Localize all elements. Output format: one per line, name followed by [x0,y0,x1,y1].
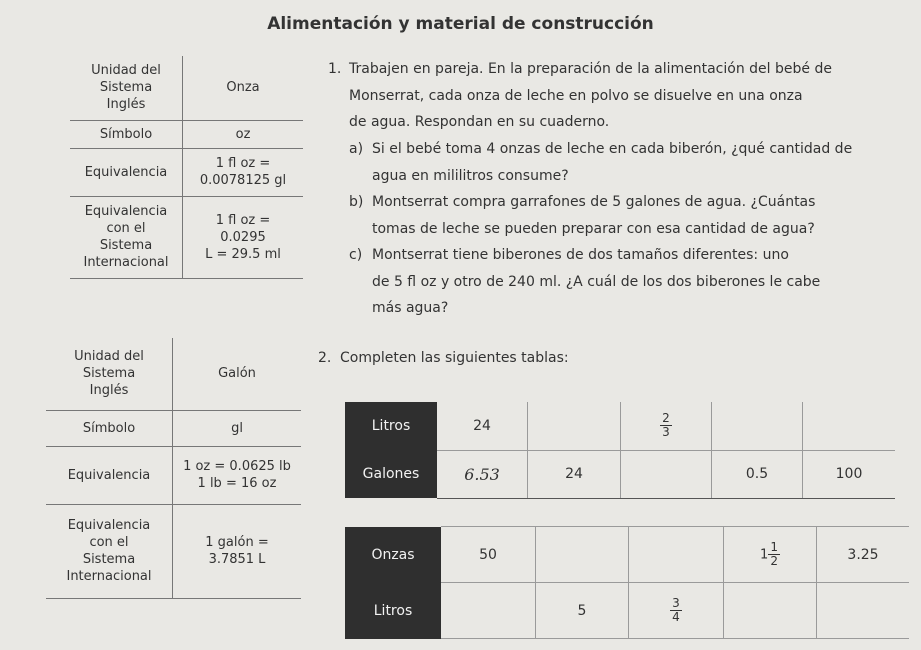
page-title: Alimentación y material de construcción [267,14,654,34]
si-equivalence-label: Equivalencia con el Sistema Internacional [70,196,183,278]
table-cell: 24 [528,450,621,498]
question-1a-label: a) [349,141,364,157]
question-1c-text: Montserrat tiene biberones de dos tamaños diferentes: uno de 5 fl oz y otro de 240 ml. ¿A cuál de los dos biberones le cabe más agua? [372,247,821,316]
litros-header: Litros [345,402,437,450]
table-cell: 100 [803,450,896,498]
equivalence-value: 1 fl oz = 0.0078125 gl [183,148,304,196]
equivalence-value: 1 oz = 0.0625 lb 1 lb = 16 oz [173,446,302,504]
table-cell: 1 $\frac{1}{2}$ [724,527,817,583]
unit-header-cell: Unidad del Sistema Inglés [46,338,173,410]
symbol-label: Símbolo [46,410,173,446]
symbol-value: oz [183,120,304,148]
onza-header-cell: Onza [183,56,304,120]
question-2-number: 2. [318,350,332,366]
symbol-label: Símbolo [70,120,183,148]
si-equivalence-value: 1 galón = 3.7851 L [173,504,302,598]
question-1b-label: b) [349,194,364,210]
si-equivalence-label: Equivalencia con el Sistema Internacional [46,504,173,598]
unit-header-cell: Unidad del Sistema Inglés [70,56,183,120]
table-cell: 5 [536,583,629,639]
question-1b-text: Montserrat compra garrafones de 5 galones de agua. ¿Cuántas tomas de leche se pueden preparar con esa cantidad de agua? [372,194,816,237]
onzas-header: Onzas [345,527,441,583]
table-cell[interactable] [629,527,724,583]
litros-header: Litros [345,583,441,639]
table-cell: 3.25 [817,527,910,583]
table-cell: 24 [437,402,528,450]
galones-header: Galones [345,450,437,498]
table-cell: $\frac{2}{3}$ [621,402,712,450]
table-cell[interactable] [817,583,910,639]
table-cell[interactable] [536,527,629,583]
table-cell: $\frac{3}{4}$ [629,583,724,639]
table-cell[interactable] [441,583,536,639]
galon-header-cell: Galón [173,338,302,410]
symbol-value: gl [173,410,302,446]
question-1-number: 1. [328,61,342,77]
table-cell[interactable] [803,402,896,450]
question-1a-text: Si el bebé toma 4 onzas de leche en cada biberón, ¿qué cantidad de agua en mililitros consume? [372,141,853,184]
table-cell[interactable] [712,402,803,450]
table-cell[interactable] [724,583,817,639]
si-equivalence-value: 1 fl oz = 0.0295 L = 29.5 ml [183,196,304,278]
onza-table [70,56,303,279]
equivalence-label: Equivalencia [46,446,173,504]
onzas-litros-table [345,526,909,639]
table-cell[interactable] [621,450,712,498]
galon-table [46,338,301,599]
litros-galones-table [345,402,895,499]
handwritten-answer: 6.53 [437,450,528,498]
table-cell[interactable] [528,402,621,450]
question-2-text: Completen las siguientes tablas: [340,350,569,366]
question-1-text: Trabajen en pareja. En la preparación de la alimentación del bebé de Monserrat, cada onza de leche en polvo se disuelve en una onza de agua. Respondan en su cuaderno. [349,61,832,130]
table-cell: 0.5 [712,450,803,498]
equivalence-label: Equivalencia [70,148,183,196]
question-1c-label: c) [349,247,363,263]
table-cell: 50 [441,527,536,583]
